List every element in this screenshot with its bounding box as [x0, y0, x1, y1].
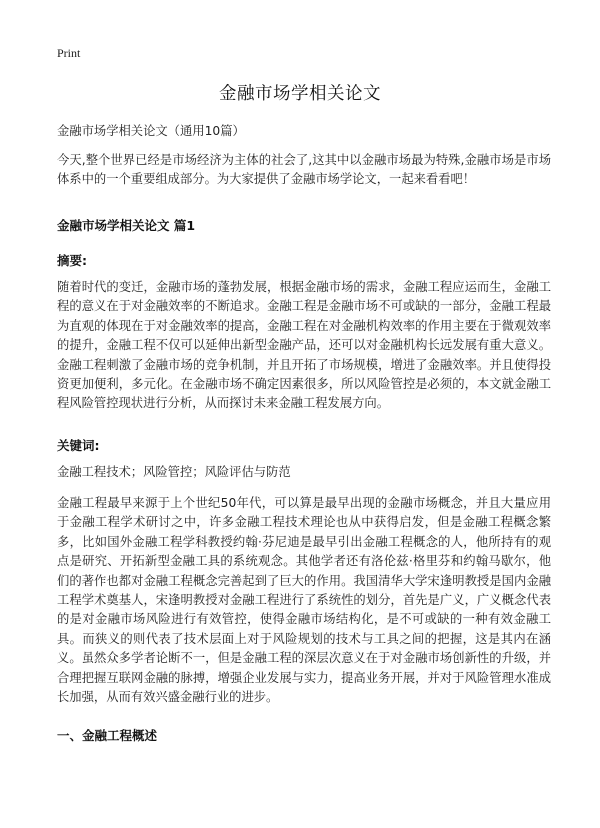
body-paragraph: 金融工程最早来源于上个世纪50年代，可以算是最早出现的金融市场概念，并且大量应用于金融工程学术研讨之中，许多金融工程技术理论也从中获得启发，但是金融工程概念繁多，比如国外金融工程学科教授约翰·芬尼迪是最早引出金融工程概念的人，他所持有的观点是研究、开拓新型金融工具的系统观念。其他学者还有洛伦兹·格里芬和约翰马歇尔，他们的著作也都对金融工程概念完善起到了巨大的作用。我国清华大学宋逢明教授是国内金融工程学术奠基人，宋逢明教授对金融工程进行了系统性的划分，首先是广义，广义概念代表的是对金融市场风险进行有效管控，使得金融市场结构化，是不可或缺的一种有效金融工具。而狭义的则代表了技术层面上对于风险规划的技术与工具之间的把握，这是其内在涵义。虽然众多学者论断不一，但是金融工程的深层次意义在于对金融市场创新性的升级，并合理把握互联网金融的脉搏，增强企业发展与实力，提高业务开展，并对于风险管理水准成长加强，从而有效兴盛金融行业的进步。 — [57, 496, 551, 705]
intro-paragraph: 今天,整个世界已经是市场经济为主体的社会了,这其中以金融市场最为特殊,金融市场是市场体系中的一个重要组成部分。为大家提供了金融市场学论文，一起来看看吧！ — [57, 153, 551, 187]
subtitle: 金融市场学相关论文（通用10篇） — [57, 124, 245, 138]
page-title: 金融市场学相关论文 — [219, 84, 381, 104]
section-heading: 一、金融工程概述 — [57, 728, 158, 743]
keywords-text: 金融工程技术；风险管控；风险评估与防范 — [57, 465, 291, 479]
print-label: Print — [57, 46, 81, 60]
section-title: 金融市场学相关论文 篇1 — [57, 218, 196, 233]
keywords-heading: 关键词: — [57, 438, 100, 453]
abstract-paragraph: 随着时代的变迁，金融市场的蓬勃发展，根据金融市场的需求，金融工程应运而生，金融工程的意义在于对金融效率的不断追求。金融工程是金融市场不可或缺的一部分，金融工程最为直观的体现在于对金融效率的提高，金融工程在对金融机构效率的作用主要在于微观效率的提升，金融工程不仅可以延伸出新型金融产品，还可以对金融机构长远发展有重大意义。金融工程刺激了金融市场的竞争机制，并且开拓了市场规模，增进了金融效率。并且使得投资更加便利，多元化。在金融市场不确定因素很多，所以风险管控是必须的，本文就金融工程风险管控现状进行分析，从而探讨未来金融工程发展方向。 — [57, 280, 551, 411]
abstract-heading: 摘要: — [57, 253, 87, 268]
